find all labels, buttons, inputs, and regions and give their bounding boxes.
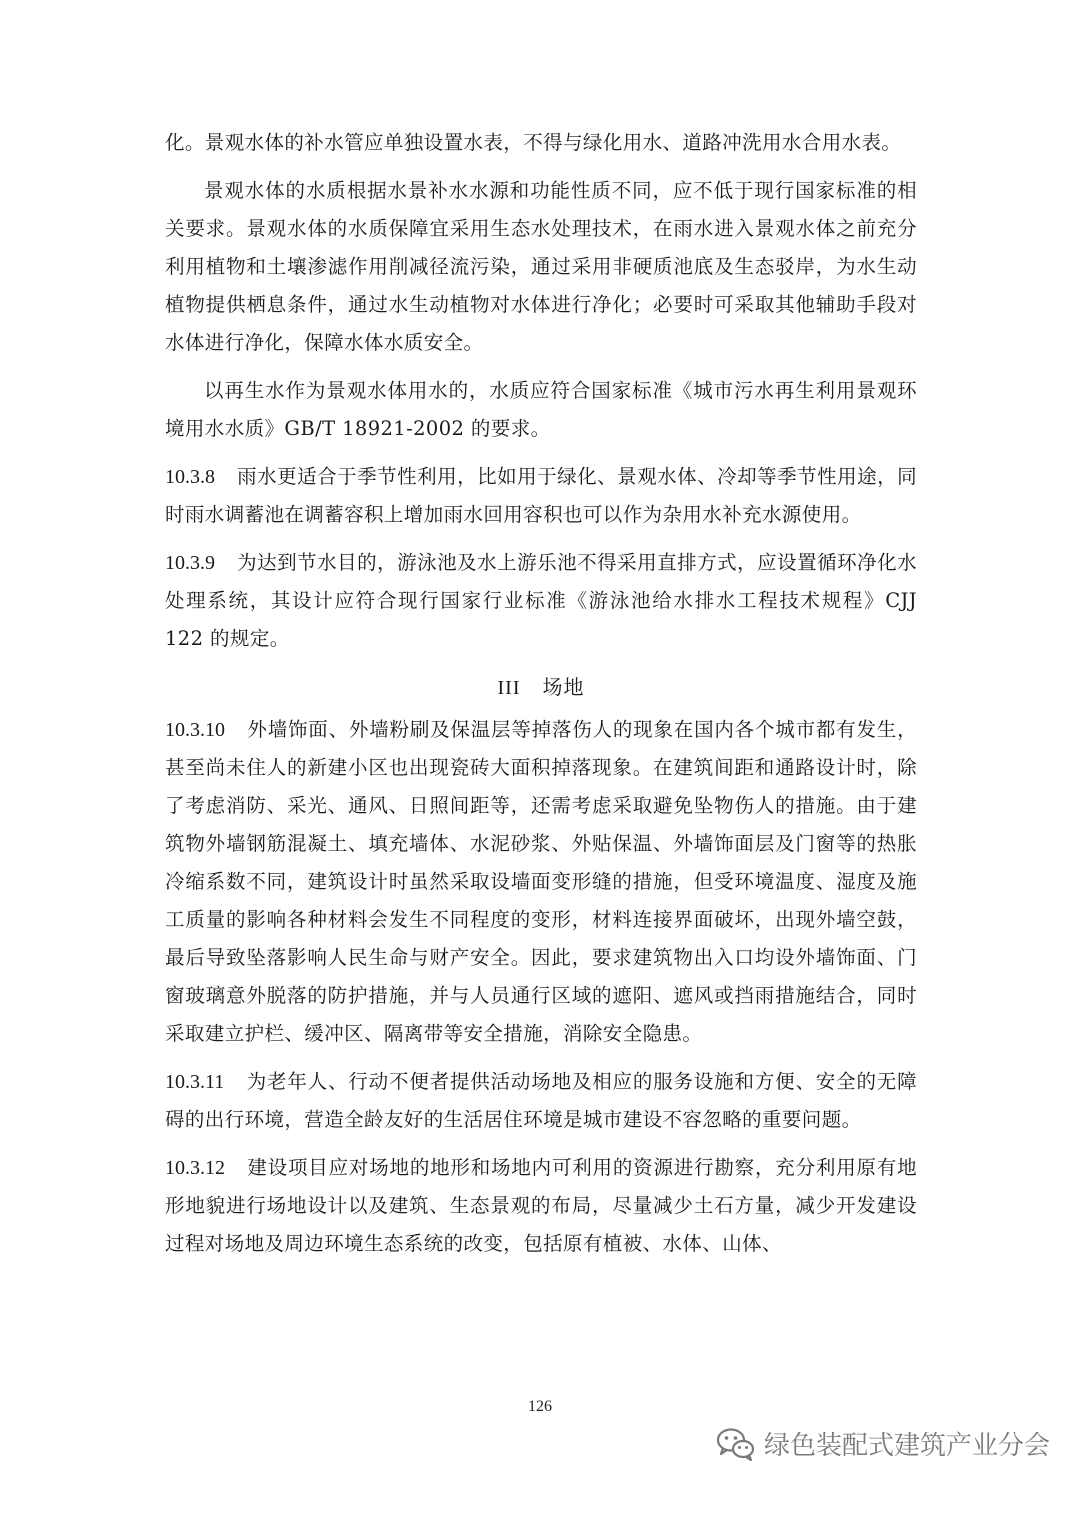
clause-10-3-11 bbox=[165, 1063, 917, 1139]
clause-number: 10.3.11 bbox=[165, 1071, 225, 1093]
clause-text: 雨水更适合于季节性利用，比如用于绿化、景观水体、冷却等季节性用途，同时雨水调蓄池在调蓄容积上增加雨水回用容积也可以作为杂用水补充水源使用。 bbox=[165, 465, 917, 526]
clause-text: 建设项目应对场地的地形和场地内可利用的资源进行勘察，充分利用原有地形地貌进行场地设计以及建筑、生态景观的布局，尽量减少土石方量，减少开发建设过程对场地及周边环境生态系统的改变，包括原有植被、水体、山体、 bbox=[165, 1156, 917, 1255]
clause-10-3-12 bbox=[165, 1149, 917, 1263]
wechat-icon bbox=[716, 1426, 756, 1462]
clause-10-3-10 bbox=[165, 711, 917, 1053]
watermark bbox=[716, 1425, 1050, 1462]
document-body bbox=[165, 124, 917, 1273]
paragraph-reclaimed-water: 以再生水作为景观水体用水的，水质应符合国家标准《城市污水再生利用景观环境用水水质》GB/T 18921-2002 的要求。 bbox=[165, 379, 917, 440]
clause-text: 为老年人、行动不便者提供活动场地及相应的服务设施和方便、安全的无障碍的出行环境，营造全龄友好的生活居住环境是城市建设不容忽略的重要问题。 bbox=[165, 1070, 917, 1131]
section-numeral: III bbox=[497, 677, 521, 699]
clause-text: 外墙饰面、外墙粉刷及保温层等掉落伤人的现象在国内各个城市都有发生，甚至尚未住人的新建小区也出现瓷砖大面积掉落现象。在建筑间距和通路设计时，除了考虑消防、采光、通风、日照间距等，还需考虑采取避免坠物伤人的措施。由于建筑物外墙钢筋混凝土、填充墙体、水泥砂浆、外贴保温、外墙饰面层及门窗等的热胀冷缩系数不同，建筑设计时虽然采取设墙面变形缝的措施，但受环境温度、湿度及施工质量的影响各种材料会发生不同程度的变形，材料连接界面破坏，出现外墙空鼓，最后导致坠落影响人民生命与财产安全。因此，要求建筑物出入口均设外墙饰面、门窗玻璃意外脱落的防护措施，并与人员通行区域的遮阳、遮风或挡雨措施结合，同时采取建立护栏、缓冲区、隔离带等安全措施，消除安全隐患。 bbox=[165, 718, 917, 1045]
section-heading bbox=[165, 668, 917, 707]
clause-number: 10.3.12 bbox=[165, 1157, 225, 1179]
section-title: 场地 bbox=[542, 675, 585, 699]
paragraph-water-quality: 景观水体的水质根据水景补水水源和功能性质不同，应不低于现行国家标准的相关要求。景观水体的水质保障宜采用生态水处理技术，在雨水进入景观水体之前充分利用植物和土壤渗滤作用削减径流污染，通过采用非硬质池底及生态驳岸，为水生动植物提供栖息条件，通过水生动植物对水体进行净化；必要时可采取其他辅助手段对水体进行净化，保障水体水质安全。 bbox=[165, 179, 917, 354]
clause-text: 为达到节水目的，游泳池及水上游乐池不得采用直排方式，应设置循环净化水处理系统，其设计应符合现行国家行业标准《游泳池给水排水工程技术规程》CJJ 122 的规定。 bbox=[165, 551, 917, 650]
clause-10-3-8 bbox=[165, 458, 917, 534]
clause-number: 10.3.9 bbox=[165, 552, 215, 574]
clause-number: 10.3.8 bbox=[165, 466, 215, 488]
page-number: 126 bbox=[528, 1398, 552, 1415]
clause-10-3-9 bbox=[165, 544, 917, 658]
watermark-text: 绿色装配式建筑产业分会 bbox=[763, 1431, 1050, 1461]
clause-number: 10.3.10 bbox=[165, 719, 225, 741]
paragraph-continuation: 化。景观水体的补水管应单独设置水表，不得与绿化用水、道路冲洗用水合用水表。 bbox=[165, 131, 902, 154]
